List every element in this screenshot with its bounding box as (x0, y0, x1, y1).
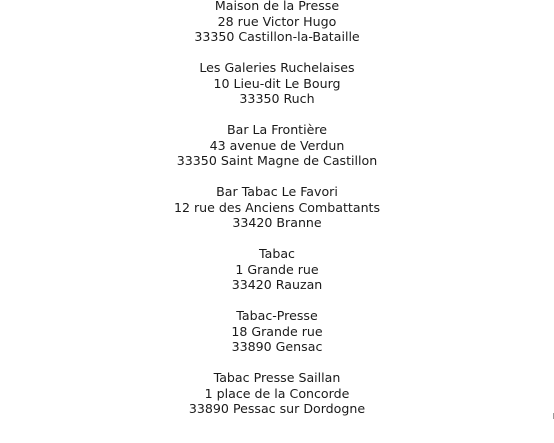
shop-name: Tabac-Presse (236, 308, 318, 323)
address-entry (0, 308, 554, 355)
address-entry (0, 184, 554, 231)
shop-name: Tabac (259, 246, 295, 261)
street-address: 18 Grande rue (231, 323, 323, 339)
address-entry (0, 370, 554, 417)
street-address: 43 avenue de Verdun (209, 137, 345, 153)
address-entry (0, 0, 554, 45)
shop-name: Tabac Presse Saillan (213, 370, 341, 385)
shop-name: Bar La Frontière (226, 122, 328, 137)
postal-city: 33350 Castillon-la-Bataille (194, 29, 360, 44)
postal-city: 33350 Saint Magne de Castillon (176, 153, 378, 168)
shop-name: Bar Tabac Le Favori (216, 184, 338, 199)
postal-city: 33420 Rauzan (231, 277, 323, 292)
street-address: 12 rue des Anciens Combattants (173, 199, 381, 215)
postal-city: 33890 Pessac sur Dordogne (188, 401, 366, 416)
address-entry (0, 246, 554, 293)
postal-city: 33890 Gensac (231, 339, 323, 354)
shop-name: Les Galeries Ruchelaises (199, 60, 355, 75)
street-address: 1 place de la Concorde (204, 385, 350, 401)
postal-city: 33420 Branne (232, 215, 322, 230)
shop-name: Maison de la Presse (214, 0, 340, 13)
address-entry (0, 122, 554, 169)
street-address: 28 rue Victor Hugo (217, 13, 337, 29)
street-address: 1 Grande rue (235, 261, 319, 277)
address-entry (0, 60, 554, 107)
postal-city: 33350 Ruch (239, 91, 315, 106)
street-address: 10 Lieu-dit Le Bourg (213, 75, 341, 91)
